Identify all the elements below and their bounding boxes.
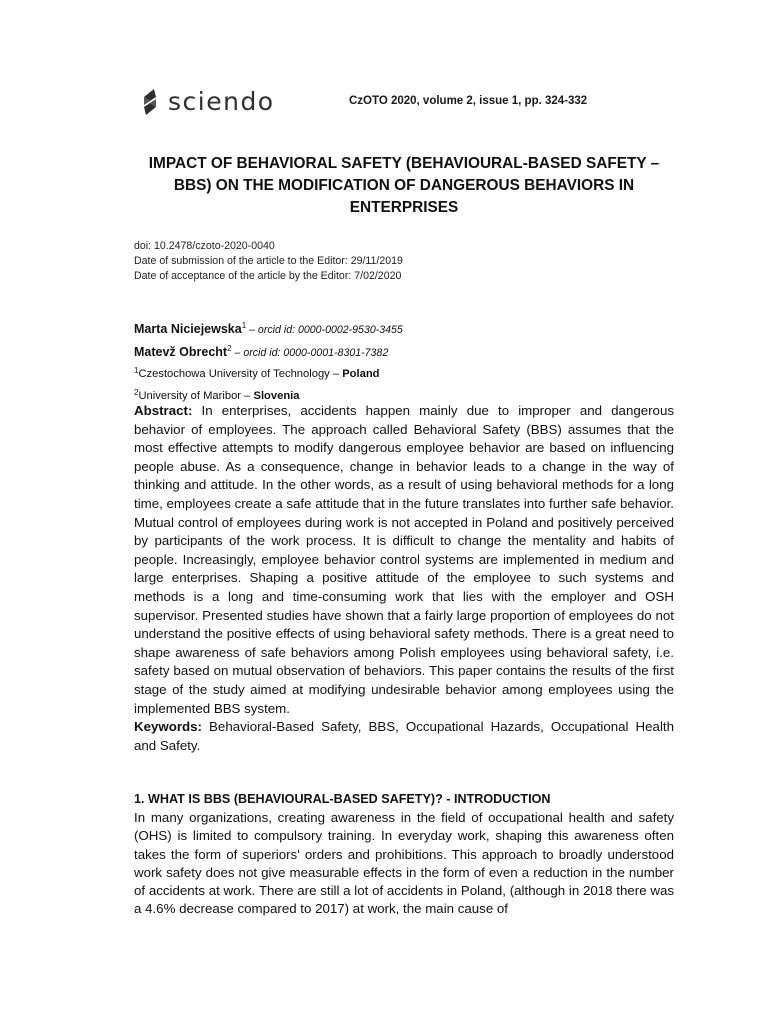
author-orcid[interactable]: – orcid id: 0000-0001-8301-7382 [231, 346, 389, 359]
article-title: IMPACT OF BEHAVIORAL SAFETY (BEHAVIOURAL-BASED SAFETY – BBS) ON THE MODIFICATION OF DANGEROUS BEHAVIORS IN ENTERPRISES [148, 155, 660, 216]
article-meta [134, 239, 403, 284]
affiliation-text: Czestochowa University of Technology – [138, 368, 343, 380]
author-name: Matevž Obrecht [134, 344, 228, 359]
keywords-text: Behavioral-Based Safety, BBS, Occupational Hazards, Occupational Health and Safety. [134, 719, 674, 753]
journal-reference: CzOTO 2020, volume 2, issue 1, pp. 324-332 [349, 95, 588, 107]
author-line [134, 317, 403, 340]
submission-date: Date of submission of the article to the Editor: 29/11/2019 [134, 255, 403, 267]
author-name: Marta Niciejewska [134, 322, 242, 336]
affiliation-country: Slovenia [253, 389, 300, 402]
abstract-text: In enterprises, accidents happen mainly due to improper and dangerous behavior of employees. The approach called Behavioral Safety (BBS) assumes that the most effective attempts to modify dangerous employee behavior are based on influencing people abuse. As a consequence, change in behavior leads to a change in the way of thinking and attitude. In the other words, as a result of using behavioral methods for a long time, employees create a safe attitude that in the future translates into further safe behavior. Mutual control of employees during work is not accepted in Poland and positively perceived by participants of the work process. It is difficult to change the mentality and habits of people. Increasingly, employee behavior control systems are implemented in medium and large enterprises. Shaping a positive attitude of the employee to such systems and methods is a long and time-consuming work that lies with the employer and OSH supervisor. Presented studies have shown that a fairly large proportion of employees do not understand the positive effects of using behavioral safety methods. There is a great need to shape awareness of safe behaviors among Polish employees using behavioral safety, i.e. safety based on mutual observation of behaviors. This paper contains the results of the first stage of the study aimed at modifying undesirable behavior among employees using the implemented BBS system. [134, 403, 674, 716]
author-line [134, 340, 403, 363]
affiliation-sup: 1 [134, 366, 139, 375]
publisher-logo[interactable] [138, 86, 275, 118]
author-sup: 2 [227, 343, 232, 353]
acceptance-date: Date of acceptance of the article by the Editor: 7/02/2020 [134, 270, 402, 282]
affiliation-text: University of Maribor – [138, 389, 254, 402]
section-heading: 1. WHAT IS BBS (BEHAVIOURAL-BASED SAFETY)? - INTRODUCTION [134, 792, 551, 806]
affiliation [134, 362, 403, 384]
logo-text: sciendo [168, 87, 275, 116]
affiliation-country: Poland [342, 368, 380, 380]
abstract [134, 402, 674, 755]
doi[interactable]: doi: 10.2478/czoto-2020-0040 [134, 240, 275, 252]
author-block [134, 317, 403, 405]
affiliation-sup: 2 [134, 387, 139, 397]
section-body: In many organizations, creating awareness in the field of occupational health and safety (OHS) is limited to compulsory training. In everyday work, shaping this awareness often takes the form of superiors' orders and prohibitions. This approach to broadly understood work safety does not give measurable effects in the form of even a reduction in the number of accidents at work. There are still a lot of accidents in Poland, (although in 2018 there was a 4.6% decrease compared to 2017) at work, the main cause of [134, 810, 674, 917]
abstract-label: Abstract: [134, 403, 193, 418]
author-sup: 1 [241, 321, 247, 330]
sciendo-logo-icon [138, 86, 162, 118]
abstract-paragraph [134, 402, 674, 718]
keywords-label: Keywords: [134, 719, 202, 735]
author-orcid[interactable]: – orcid id: 0000-0002-9530-3455 [246, 324, 403, 336]
keywords-paragraph [134, 718, 674, 755]
